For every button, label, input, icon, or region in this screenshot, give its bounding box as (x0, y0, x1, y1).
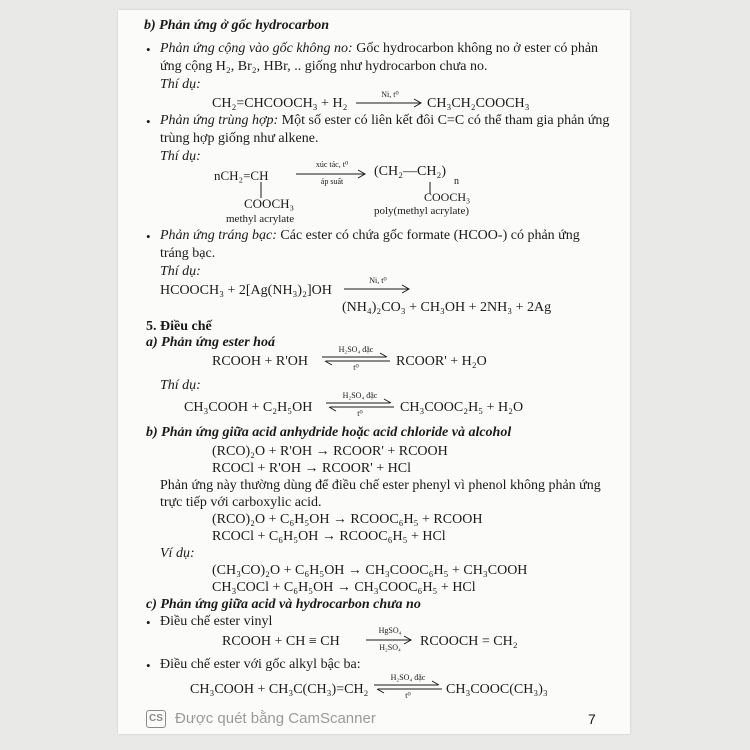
c-bullet1: Điều chế ester vinyl (160, 614, 273, 629)
reaction-arrow (366, 626, 414, 656)
c-bullet2: Điều chế ester với gốc alkyl bậc ba: (160, 657, 361, 672)
equation-b2: RCOCl + R'OH → RCOOR' + HCl (212, 461, 411, 476)
bullet-icon: • (146, 615, 151, 630)
bullet1-lead: Phản ứng cộng vào gốc không no: (160, 41, 353, 56)
polymer-arrow (296, 160, 368, 190)
equation-b4: RCOCl + C₆H₅OH → RCOOC₆H₅ + HCl (212, 529, 446, 544)
bullet-icon: • (146, 114, 151, 129)
thi-du-label: Thí dụ: (160, 378, 201, 393)
vi-du-label: Ví dụ: (160, 546, 195, 561)
equation-3-left: HCOOCH₃ + 2[Ag(NH₃)₂]OH (160, 283, 332, 298)
section-b-title: b) Phản ứng ở gốc hydrocarbon (144, 18, 330, 33)
equilibrium-icon (326, 391, 394, 423)
poly-left-formula: nCH₂=CH (214, 168, 269, 183)
b2-text-line2: trực tiếp với carboxylic acid. (160, 495, 322, 510)
poly-right-formula: (CH₂—CH₂) (374, 164, 446, 179)
bullet3-line2: tráng bạc. (160, 246, 216, 261)
equation-b5: (CH₃CO)₂O + C₆H₅OH → CH₃COOC₆H₅ + CH₃COOH (212, 563, 528, 578)
bullet1-line2: ứng cộng H₂, Br₂, HBr, .. giống như hydrocarbon chưa no. (160, 59, 488, 74)
section-b2-title: b) Phản ứng giữa acid anhydride hoặc acid chloride và alcohol (146, 425, 512, 440)
bullet1-text-a: Gốc hydrocarbon không no ở ester có phản (352, 41, 599, 56)
equation-b3: (RCO)₂O + C₆H₅OH → RCOOC₆H₅ + RCOOH (212, 512, 483, 527)
reaction-arrow (356, 90, 424, 110)
equilibrium-arrow (326, 391, 394, 423)
reaction-arrow (344, 276, 412, 296)
equation-a1-left: RCOOH + R'OH (212, 354, 308, 369)
bullet-icon: • (146, 42, 151, 57)
equation-a2-left: CH₃COOH + C₂H₅OH (184, 400, 313, 415)
equation-c2-left: CH₃COOH + CH₃C(CH₃)=CH₂ (190, 682, 369, 697)
bullet2-line1 (160, 113, 609, 129)
bullet2-text-a: Một số ester có liên kết đôi C=C có thể tham gia phản ứng (278, 113, 610, 128)
polymer-condition-bottom: áp suất (320, 177, 344, 186)
arrow-condition-top: H₂SO₄ đặc (390, 673, 426, 682)
poly-left-sub: COOCH₃ (244, 196, 295, 211)
arrow-condition-bottom: t⁰ (405, 691, 411, 700)
arrow-condition-bottom: t⁰ (353, 363, 359, 372)
page-number: 7 (588, 711, 596, 727)
section-5-title: 5. Điều chế (146, 319, 212, 334)
polymer-condition-top: xúc tác, t⁰ (315, 160, 349, 169)
equation-c1-right: RCOOCH = CH₂ (420, 634, 518, 649)
poly-right-sub: COOCH₃ (424, 190, 471, 204)
thi-du-label: Thí dụ: (160, 149, 201, 164)
bullet2-line2: trùng hợp giống như alkene. (160, 131, 319, 146)
arrow-right-icon (344, 276, 412, 296)
equation-a1-right: RCOOR' + H₂O (396, 354, 487, 369)
b2-text-line1: Phản ứng này thường dùng để điều chế ester phenyl vì phenol không phản ứng (160, 478, 601, 493)
equation-1-left: CH₂=CHCOOCH₃ + H₂ (212, 96, 348, 111)
equilibrium-arrow (374, 673, 442, 705)
equation-1-right: CH₃CH₂COOCH₃ (427, 96, 530, 111)
bullet-icon: • (146, 658, 151, 673)
equilibrium-icon (322, 345, 390, 377)
equilibrium-icon (374, 673, 442, 705)
poly-right-name: poly(methyl acrylate) (374, 205, 469, 217)
bullet3-text-a: Các ester có chứa gốc formate (HCOO-) có phản ứng (276, 228, 580, 243)
section-a-title: a) Phản ứng ester hoá (146, 335, 275, 350)
thi-du-label: Thí dụ: (160, 264, 201, 279)
poly-right-n: n (454, 176, 459, 187)
section-c-title: c) Phản ứng giữa acid và hydrocarbon chưa no (146, 597, 421, 612)
arrow-condition-bottom: t⁰ (357, 409, 363, 418)
equation-c1-left: RCOOH + CH ≡ CH (222, 634, 340, 649)
equilibrium-arrow (322, 345, 390, 377)
arrow-condition: Ni, t⁰ (369, 276, 387, 285)
arrow-condition: Ni, t⁰ (381, 90, 399, 99)
equation-a2-right: CH₃COOC₂H₅ + H₂O (400, 400, 524, 415)
bullet2-lead: Phản ứng trùng hợp: (160, 113, 279, 128)
equation-3-right: (NH₄)₂CO₃ + CH₃OH + 2NH₃ + 2Ag (342, 300, 552, 315)
camscanner-watermark: Được quét bằng CamScanner (175, 710, 376, 727)
arrow-condition-bottom: H₂SO₄ (379, 643, 401, 652)
equation-c2-right: CH₃COOC(CH₃)₃ (446, 682, 548, 697)
arrow-condition-top: H₂SO₄ đặc (342, 391, 378, 400)
bullet-icon: • (146, 229, 151, 244)
arrow-condition-top: H₂SO₄ đặc (338, 345, 374, 354)
arrow-condition-top: HgSO₄ (378, 626, 402, 635)
bullet1-line1 (160, 41, 598, 57)
bullet3-lead: Phản ứng tráng bạc: (160, 228, 277, 243)
equation-b6: CH₃COCl + C₆H₅OH → CH₃COOC₆H₅ + HCl (212, 580, 476, 595)
camscanner-logo: CS (146, 710, 166, 728)
equation-b1: (RCO)₂O + R'OH → RCOOR' + RCOOH (212, 444, 448, 459)
poly-left-name: methyl acrylate (226, 213, 295, 225)
thi-du-label: Thí dụ: (160, 77, 201, 92)
bullet3-line1 (160, 228, 580, 244)
arrow-right-icon (356, 90, 424, 110)
